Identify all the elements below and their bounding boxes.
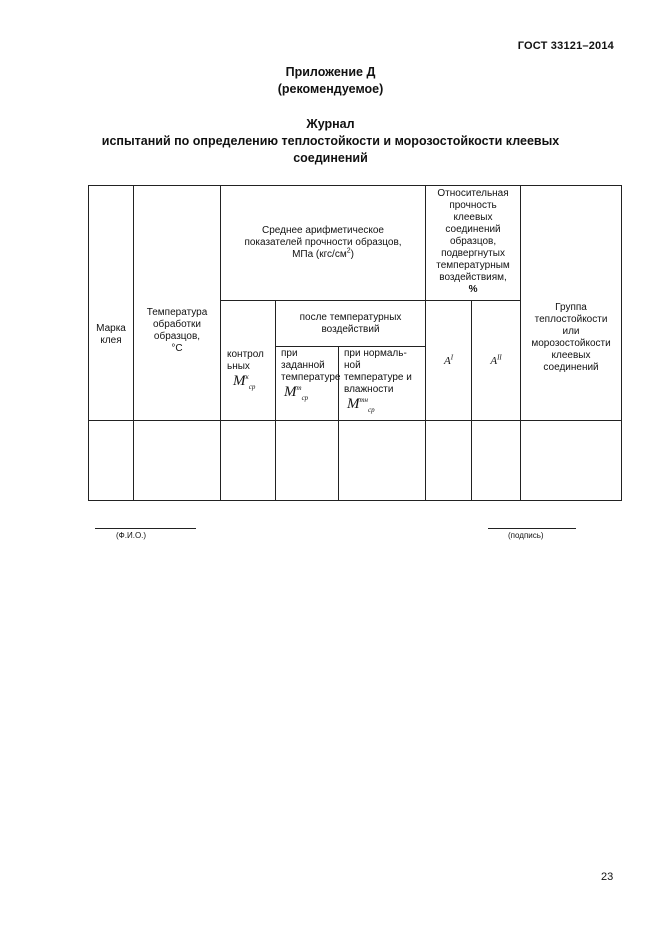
symbol-a1: $A^I$ bbox=[443, 352, 454, 367]
journal-description-line2: соединений bbox=[293, 151, 368, 165]
header-average-strength: Среднее арифметическое показателей прочности образцов, МПа $(кгс/см^2)$ bbox=[221, 186, 426, 301]
table-cell bbox=[221, 421, 276, 501]
journal-heading bbox=[0, 116, 661, 167]
header-a1 bbox=[426, 301, 472, 421]
appendix-title: Приложение Д bbox=[285, 65, 376, 79]
table-cell bbox=[521, 421, 622, 501]
table-cell bbox=[426, 421, 472, 501]
header-mark: Марка клея bbox=[89, 186, 134, 421]
header-normal-temperature: при нормаль-ной температуре и влажности $M^{тн}_{ср}$ bbox=[339, 347, 426, 421]
signature-label: (подпись) bbox=[508, 531, 544, 540]
header-relative-strength: Относительная прочность клеевых соединений образцов, подвергнутых температурным воздействиям, % bbox=[426, 186, 521, 301]
journal-description-line1: испытаний по определению теплостойкости и морозостойкости клеевых bbox=[101, 134, 560, 148]
header-after-temperature: после температурных воздействий bbox=[276, 301, 426, 347]
symbol-a2: $A^{II}$ bbox=[490, 352, 502, 367]
symbol-given: $M^т_{ср}$ bbox=[284, 384, 309, 402]
table-cell bbox=[339, 421, 426, 501]
appendix-heading bbox=[0, 64, 661, 98]
header-temperature-unit: °С bbox=[171, 343, 183, 354]
appendix-subtitle: (рекомендуемое) bbox=[277, 82, 384, 96]
page-number: 23 bbox=[601, 871, 614, 883]
symbol-control: $M^к_{ср}$ bbox=[233, 372, 256, 391]
name-label: (Ф.И.О.) bbox=[116, 531, 147, 540]
signature-line-name bbox=[95, 528, 196, 529]
signature-line-sign bbox=[488, 528, 576, 529]
standard-number: ГОСТ 33121–2014 bbox=[517, 40, 614, 52]
header-group: Группа теплостойкости или морозостойкости клеевых соединений bbox=[521, 186, 622, 421]
header-temperature: Температура обработки образцов, °С bbox=[134, 186, 221, 421]
symbol-normal: $M^{тн}_{ср}$ bbox=[347, 396, 375, 414]
journal-title: Журнал bbox=[306, 117, 355, 131]
header-relative-unit: % bbox=[468, 284, 478, 295]
table-cell bbox=[134, 421, 221, 501]
header-given-temperature: при заданной температуре $M^т_{ср}$ bbox=[276, 347, 339, 421]
table-cell bbox=[89, 421, 134, 501]
journal-table bbox=[88, 185, 622, 501]
table-cell bbox=[472, 421, 521, 501]
header-a2 bbox=[472, 301, 521, 421]
table-row bbox=[89, 421, 622, 501]
table-cell bbox=[276, 421, 339, 501]
header-control: контрол ьных $M^к_{ср}$ bbox=[221, 301, 276, 421]
